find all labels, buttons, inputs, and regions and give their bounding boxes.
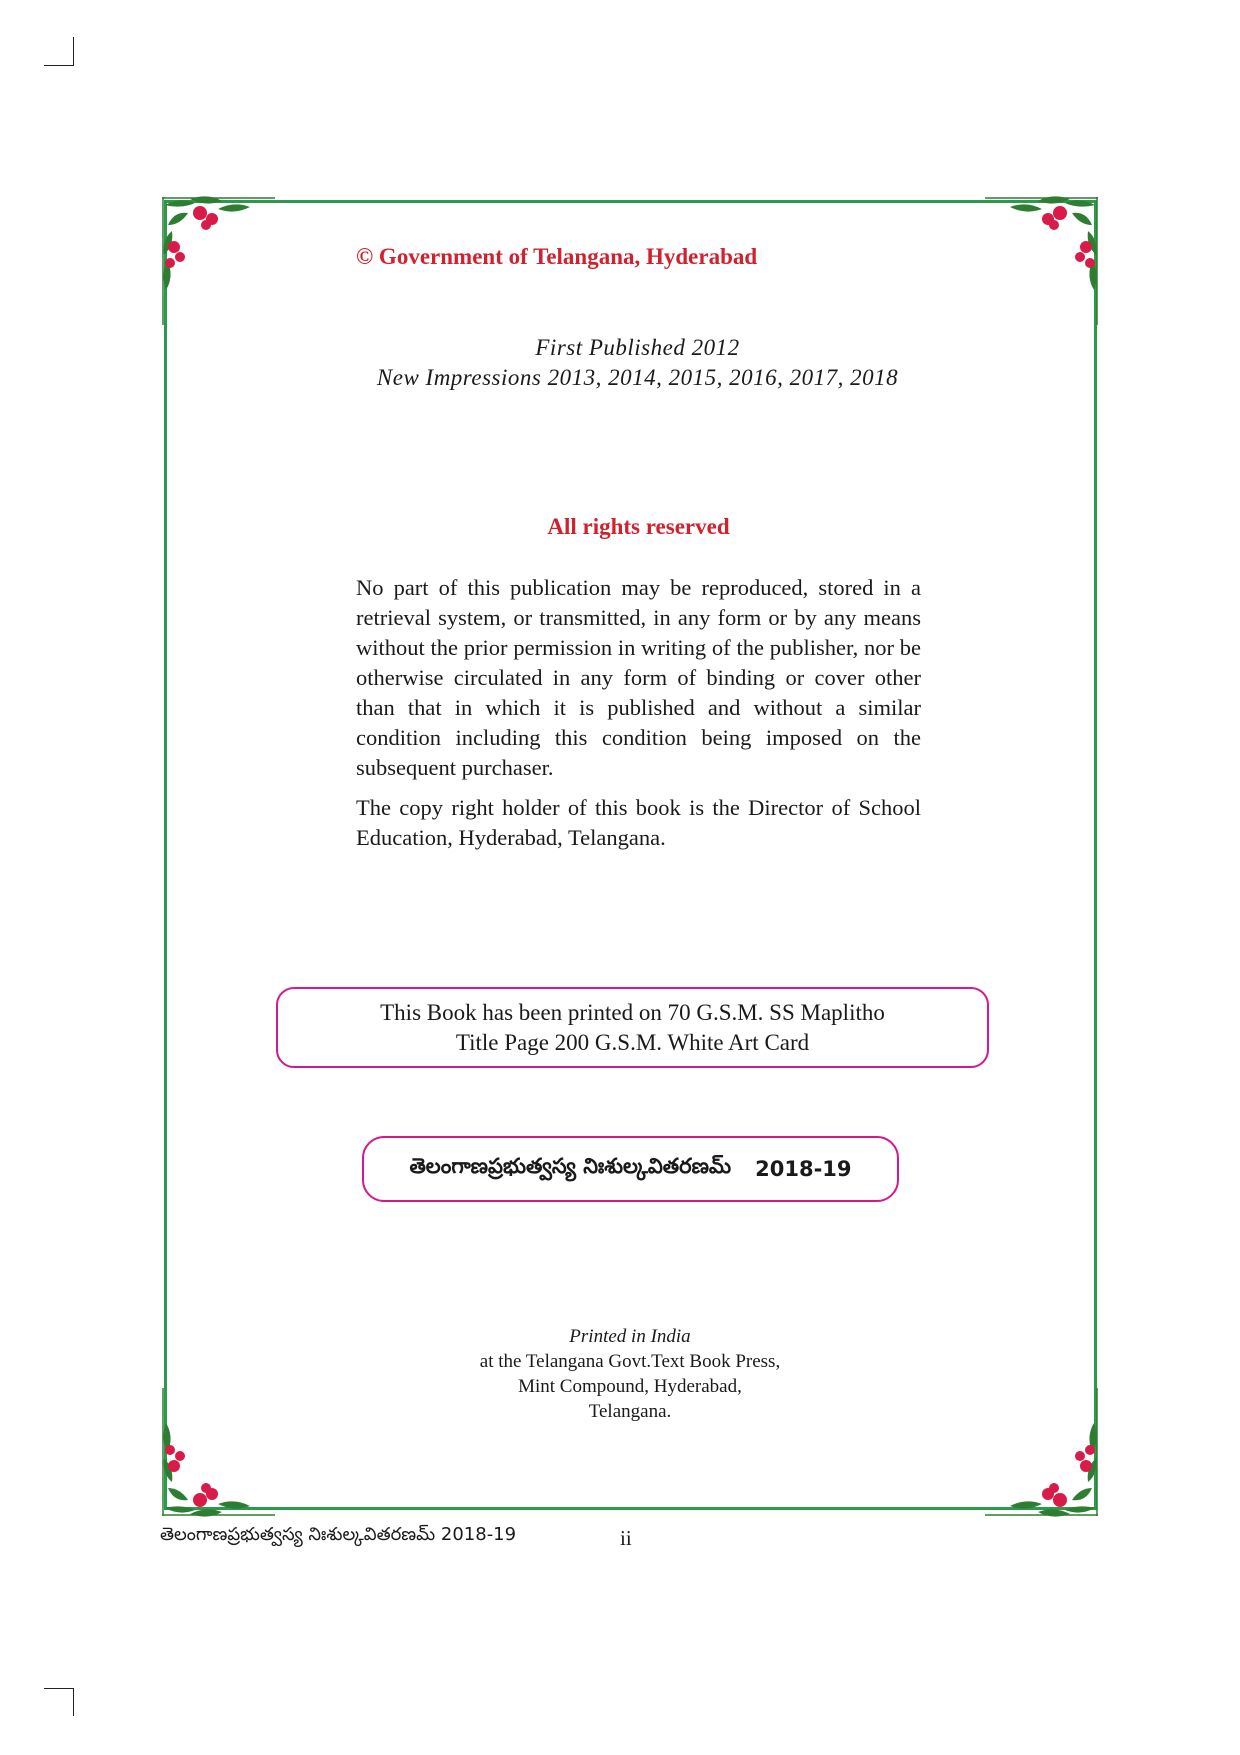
copyright-holder-paragraph: The copy right holder of this book is the Director of School Education, Hyderabad, Telangana. bbox=[356, 795, 921, 850]
floral-corner-icon bbox=[980, 1378, 1100, 1518]
floral-corner-icon bbox=[160, 1378, 280, 1518]
crop-mark bbox=[73, 37, 74, 65]
printer-address-line: Mint Compound, Hyderabad, bbox=[518, 1376, 742, 1397]
free-distribution-box bbox=[362, 1136, 899, 1202]
paper-info-line: This Book has been printed on 70 G.S.M. SS Maplitho bbox=[380, 1000, 885, 1025]
paper-info-box bbox=[276, 987, 989, 1068]
footer-distribution-note: తెలంగాణప్రభుత్వస్య నిఃశుల్కవితరణమ్ 2018-19 bbox=[160, 1524, 517, 1545]
page-border-frame bbox=[164, 200, 1097, 1510]
printer-address-line: at the Telangana Govt.Text Book Press, bbox=[479, 1351, 781, 1372]
floral-corner-icon bbox=[160, 195, 280, 335]
rights-paragraph: No part of this publication may be reproduced, stored in a retrieval system, or transmitted, in any form or by any means without the prior permission in writing of the publisher, nor be otherwise circulated in any form of binding or cover other than that in which it is published and without a similar condition including this condition being imposed on the subsequent purchaser. bbox=[356, 575, 921, 780]
page-number: ii bbox=[620, 1526, 632, 1550]
free-distribution-year: 2018-19 bbox=[755, 1157, 852, 1181]
crop-mark bbox=[73, 1688, 74, 1716]
printer-address-line: Telangana. bbox=[588, 1401, 672, 1422]
impressions-line: New Impressions 2013, 2014, 2015, 2016, 2017, 2018 bbox=[376, 365, 899, 390]
crop-mark bbox=[44, 65, 74, 66]
copyright-line: © Government of Telangana, Hyderabad bbox=[356, 244, 758, 269]
free-distribution-text: తెలంగాణప్రభుత్వస్య నిఃశుల్కవితరణమ్ bbox=[409, 1154, 732, 1178]
crop-mark bbox=[44, 1688, 74, 1689]
floral-corner-icon bbox=[980, 195, 1100, 335]
paper-info-line: Title Page 200 G.S.M. White Art Card bbox=[455, 1030, 810, 1055]
first-published-line: First Published 2012 bbox=[535, 335, 740, 360]
rights-heading: All rights reserved bbox=[547, 514, 730, 539]
printed-in-line: Printed in India bbox=[569, 1326, 691, 1347]
